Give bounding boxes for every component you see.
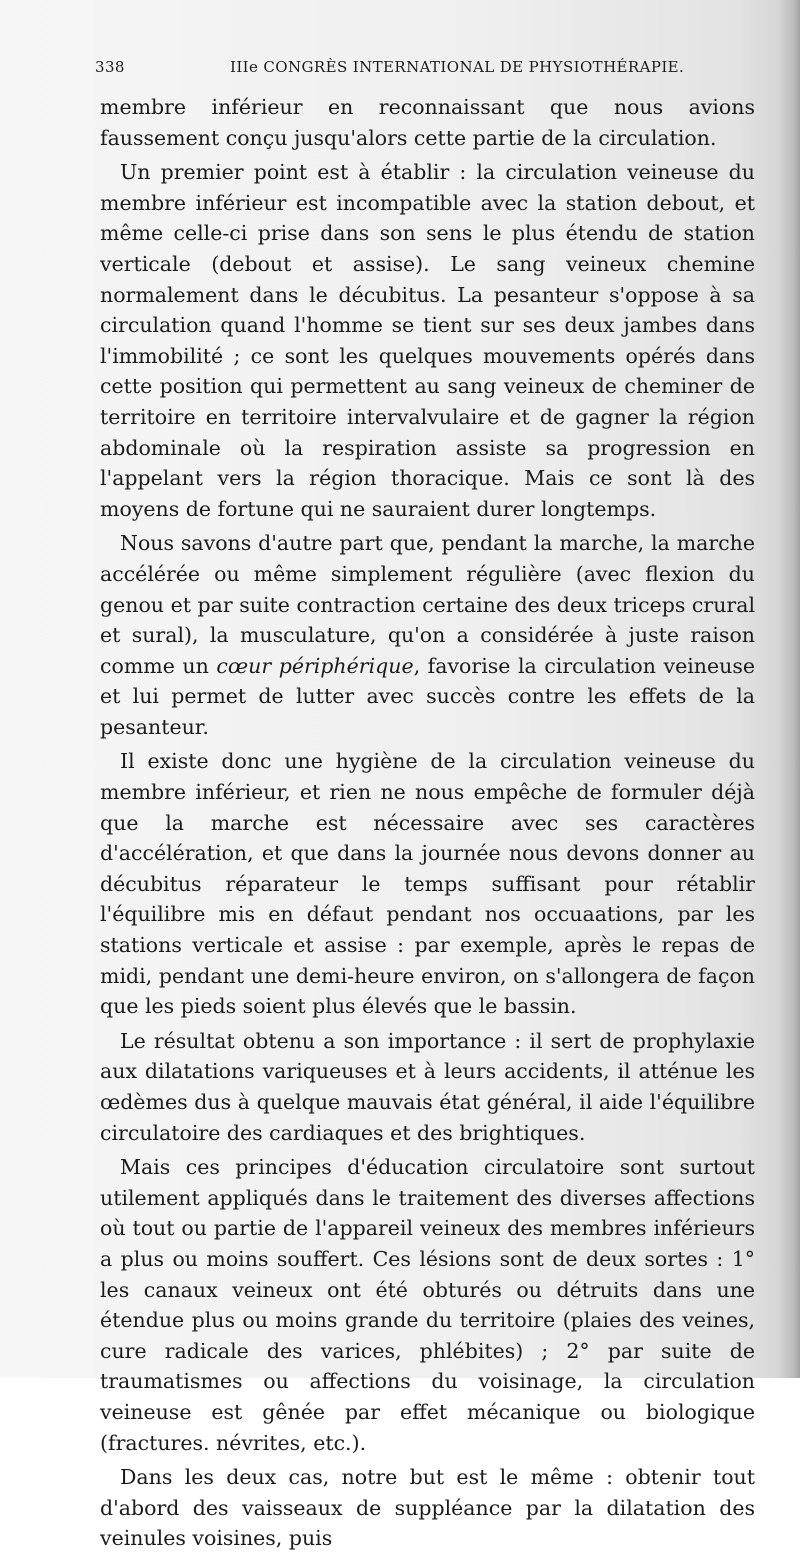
paragraph: Le résultat obtenu a son importance : il sert de prophylaxie aux dilatations variqueuses et à leurs accidents, il atténue les œdèmes dus à quelque mauvais état général, il aide l'équilibre circulatoire des cardiaques et des brightiques. <box>100 1028 755 1145</box>
paragraph-text: Nous savons d'autre part que, pendant la marche, la marche accélérée ou même simplement régulière (avec flexion du genou et par suite contraction certaine des deux triceps crural et sural), la musculature, qu'on a considérée à juste raison comme un <box>100 531 755 678</box>
paragraph-continuation: membre inférieur en reconnaissant que nous avions faussement conçu jusqu'alors cette partie de la circulation. <box>100 95 755 150</box>
paragraph: Mais ces principes d'éducation circulatoire sont surtout utilement appliqués dans le traitement des diverses affections où tout ou partie de l'appareil veineux des membres inférieurs a plus ou moins souffert. Ces lésions sont de deux sortes : 1° les canaux veineux ont été obturés ou détruits dans une étendue plus ou moins grande du territoire (plaies des veines, cure radicale des varices, phlébites) ; 2° par suite de traumatismes ou affections du voisinage, la circulation veineuse est gênée par effet mécanique ou biologique (fractures. névrites, etc.). <box>100 1155 755 1455</box>
italic-term: cœur périphérique <box>216 653 414 678</box>
paragraph <box>100 528 755 742</box>
paragraph: Dans les deux cas, notre but est le même : obtenir tout d'abord des vaisseaux de suppléance par la dilatation des veinules voisines, puis <box>100 1465 755 1551</box>
running-title: IIIe CONGRÈS INTERNATIONAL DE PHYSIOTHÉRAPIE. <box>230 58 685 76</box>
body-text <box>100 92 755 1554</box>
paragraph: Un premier point est à établir : la circulation veineuse du membre inférieur est incompatible avec la station debout, et même celle-ci prise dans son sens le plus étendu de station verticale (debout et assise). Le sang veineux chemine normalement dans le décubitus. La pesanteur s'oppose à sa circulation quand l'homme se tient sur ses deux jambes dans l'immobilité ; ce sont les quelques mouvements opérés dans cette position qui permettent au sang veineux de cheminer de territoire en territoire intervalvulaire et de gagner la région abdominale où la respiration assiste sa progression en l'appelant vers la région thoracique. Mais ce sont là des moyens de fortune qui ne sauraient durer longtemps. <box>100 160 755 521</box>
page-gutter-shadow <box>778 0 800 1378</box>
paragraph: Il existe donc une hygiène de la circulation veineuse du membre inférieur, et rien ne nous empêche de formuler déjà que la marche est nécessaire avec ses caractères d'accélération, et que dans la journée nous devons donner au décubitus réparateur le temps suffisant pour rétablir l'équilibre mis en défaut pendant nos occuaations, par les stations verticale et assise : par exemple, après le repas de midi, pendant une demi-heure environ, on s'allongera de façon que les pieds soient plus élevés que le bassin. <box>100 749 755 1019</box>
page-header <box>95 58 715 82</box>
page-number: 338 <box>95 58 125 76</box>
paragraph-text: , favorise la circulation veineuse et lui permet de lutter avec succès contre les effets de la pesanteur. <box>100 653 755 739</box>
